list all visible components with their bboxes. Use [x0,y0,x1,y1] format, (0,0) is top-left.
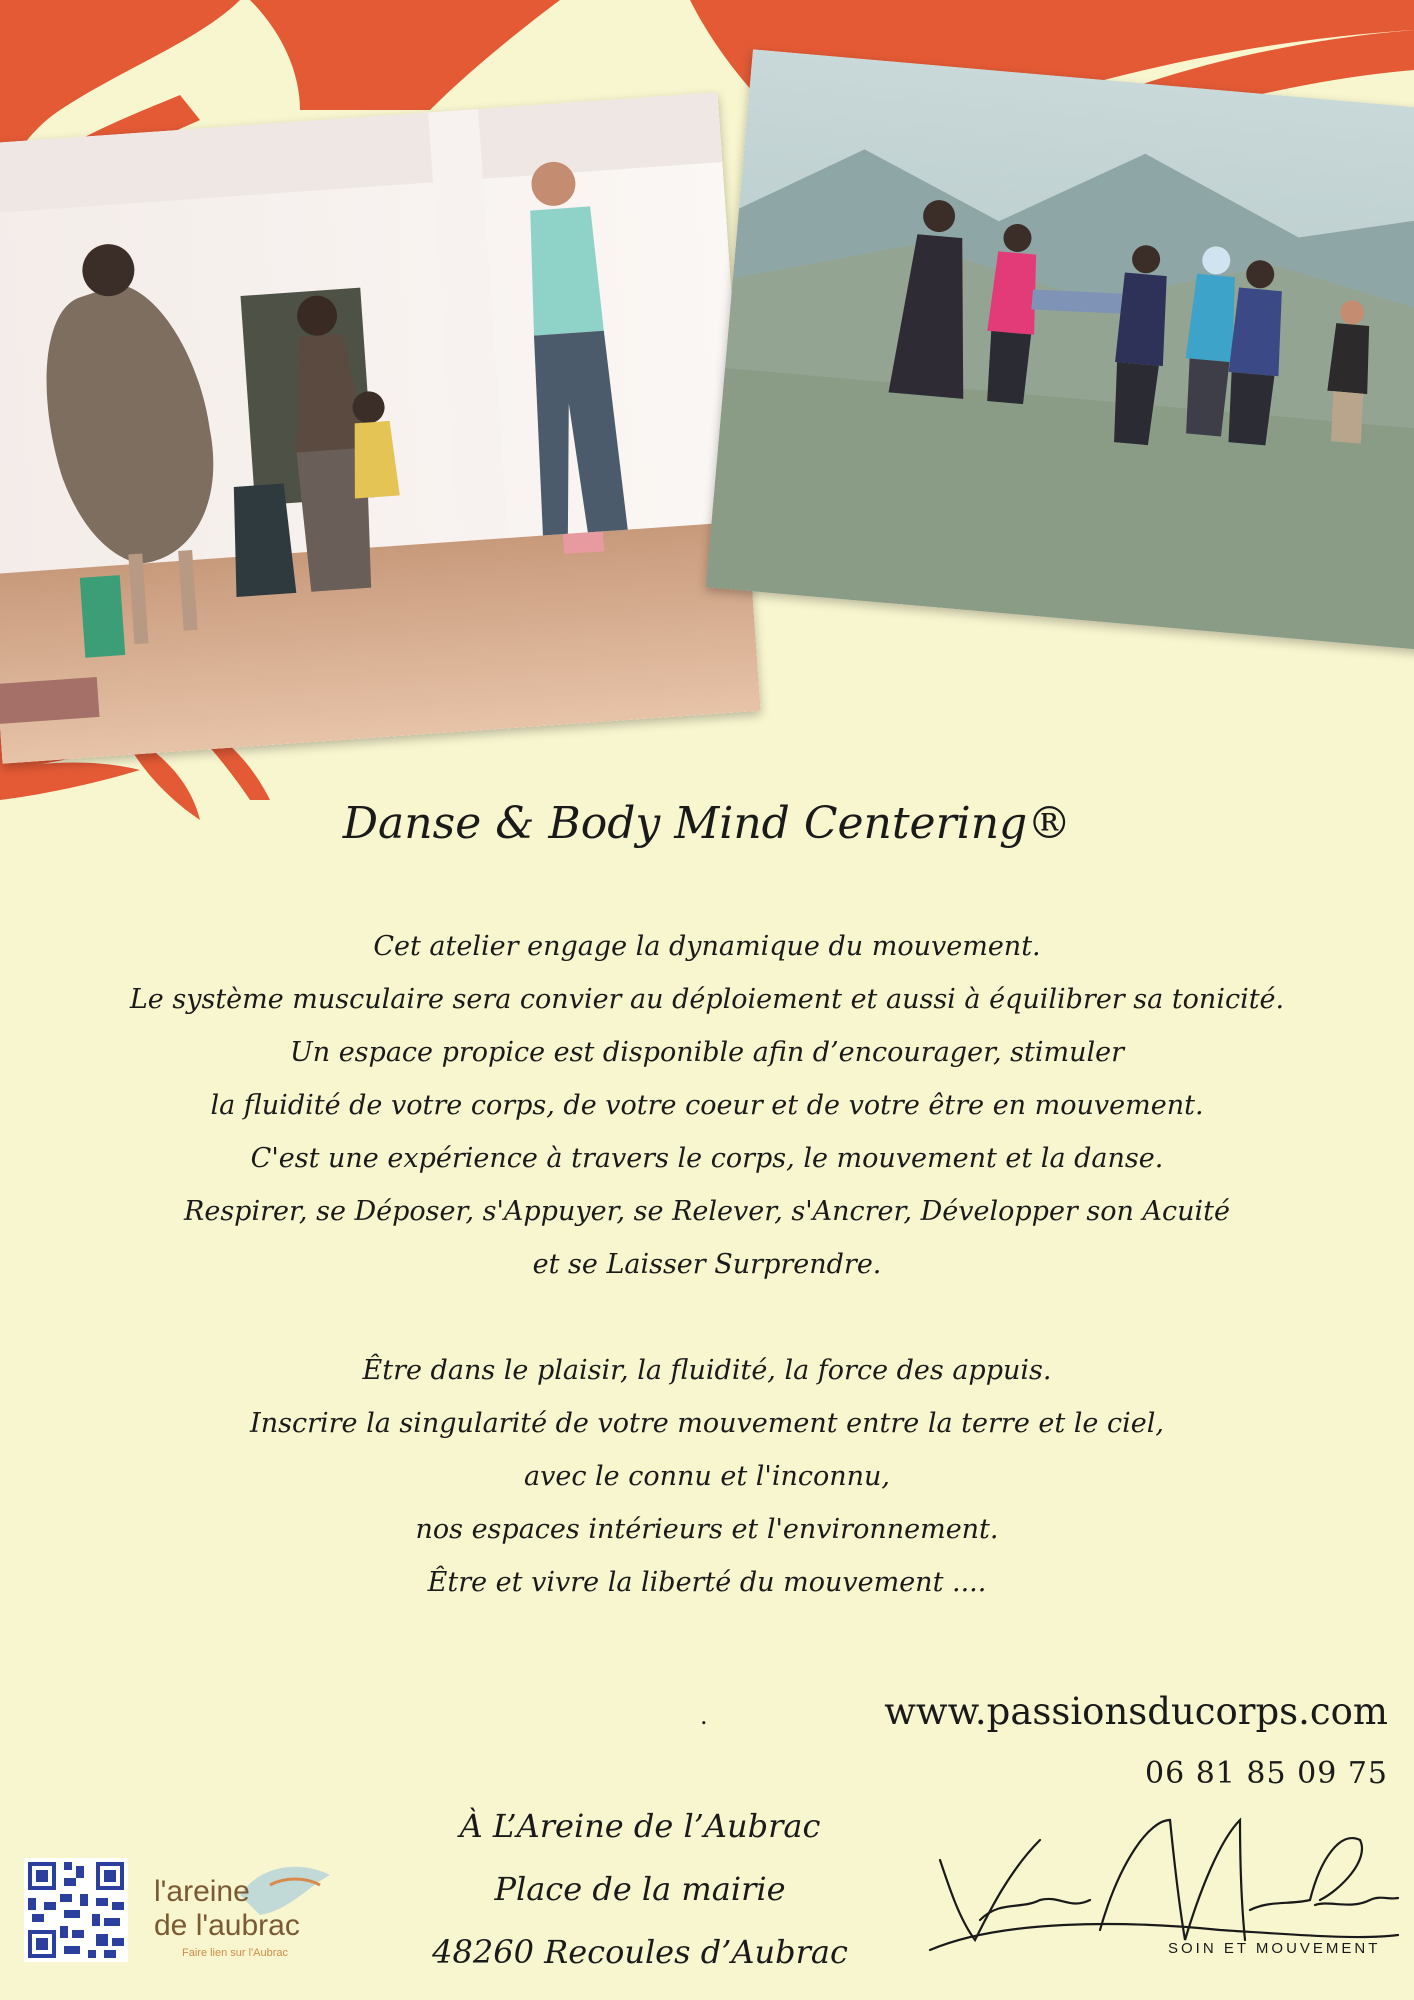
website-link[interactable]: www.passionsducorps.com [884,1690,1388,1733]
description-line: la fluidité de votre corps, de votre coeur et de votre être en mouvement. [210,1090,1204,1121]
description-line: nos espaces intérieurs et l'environnement. [415,1514,999,1545]
photo-mountain-group [706,49,1414,651]
separator-dot: . [700,1702,708,1730]
description-line: Le système musculaire sera convier au déploiement et aussi à équilibrer sa tonicité. [129,984,1285,1015]
description-block [60,920,1354,1609]
page-title: Danse & Body Mind Centering® [342,798,1072,849]
photo-dance-studio [0,92,761,764]
signature-image [920,1800,1400,1960]
address-line-street: Place de la mairie [494,1870,786,1908]
qr-code-icon[interactable] [24,1858,128,1962]
logo-line-2: de l'aubrac [154,1909,300,1942]
logo-line-1: l'areine [154,1875,250,1908]
logo-tagline: Faire lien sur l'Aubrac [182,1947,289,1959]
phone-number: 06 81 85 09 75 [1144,1756,1388,1791]
description-line: Être et vivre la liberté du mouvement .... [427,1567,987,1598]
description-line: Un espace propice est disponible afin d’encourager, stimuler [289,1037,1125,1068]
address-line-city: 48260 Recoules d’Aubrac [432,1933,848,1971]
description-line: C'est une expérience à travers le corps, le mouvement et la danse. [250,1143,1164,1174]
signature-subtitle: SOIN ET MOUVEMENT [1168,1940,1381,1957]
description-line [60,1291,1354,1344]
address-line-venue: À L’Areine de l’Aubrac [459,1807,821,1845]
description-line: avec le connu et l'inconnu, [524,1461,890,1492]
description-line: Inscrire la singularité de votre mouvement entre la terre et le ciel, [250,1408,1164,1439]
areine-logo [150,1855,350,1965]
description-line: Cet atelier engage la dynamique du mouvement. [373,931,1041,962]
description-line: Être dans le plaisir, la fluidité, la force des appuis. [362,1355,1052,1386]
description-line: et se Laisser Surprendre. [532,1249,882,1280]
description-line: Respirer, se Déposer, s'Appuyer, se Relever, s'Ancrer, Développer son Acuité [184,1196,1230,1227]
address-block [430,1795,850,1984]
